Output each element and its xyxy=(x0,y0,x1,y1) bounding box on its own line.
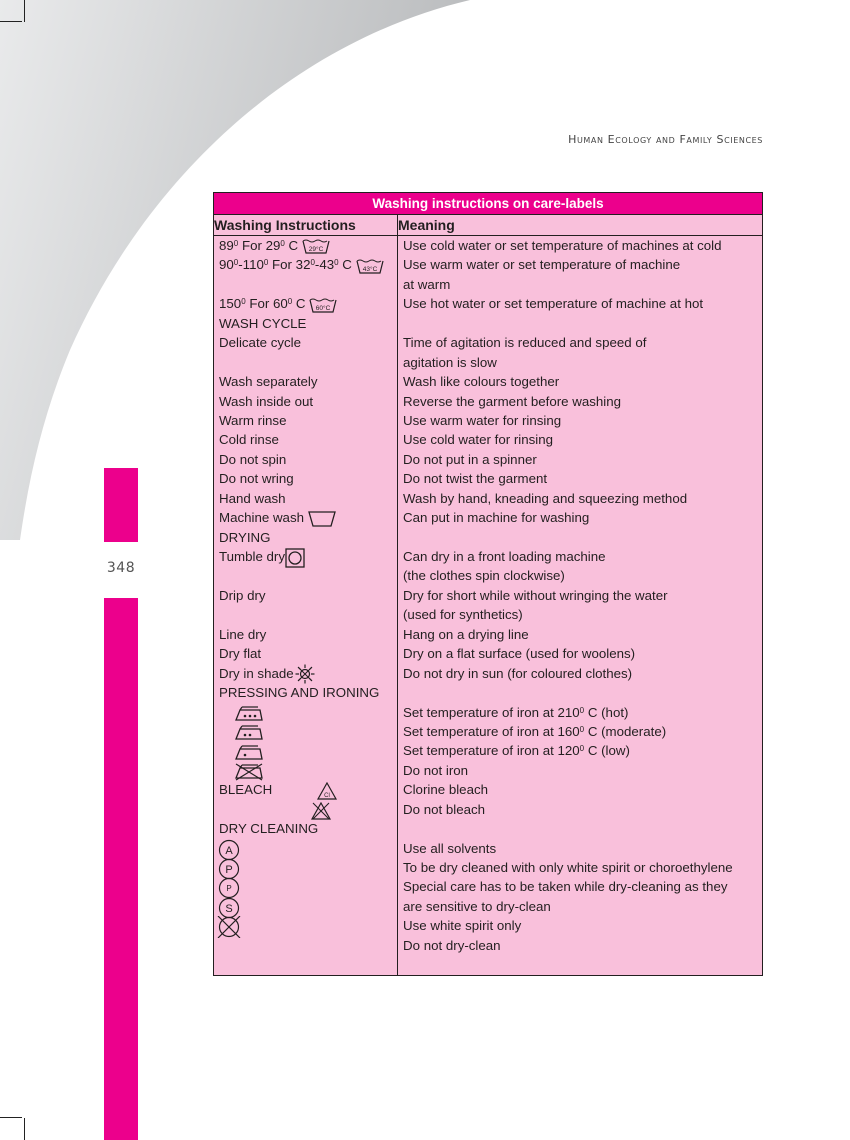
degree-superscript: 0 xyxy=(263,258,269,268)
meaning-line: Special care has to be taken while dry-cleaning as they xyxy=(403,879,728,895)
degree-superscript: 0 xyxy=(233,258,239,268)
instruction-text: For 60 xyxy=(245,296,288,312)
instruction-text: Dry in shade xyxy=(219,665,294,681)
do-not-dry-clean-icon xyxy=(217,916,241,938)
tub-60-icon xyxy=(309,295,337,314)
meaning-text: Set temperature of iron at 160 xyxy=(403,723,580,739)
instruction-text: For 29 xyxy=(238,238,281,253)
instructions-column xyxy=(214,236,398,976)
meaning-line: Use warm water for rinsing xyxy=(403,412,562,428)
page-number: 348 xyxy=(106,560,136,576)
instruction-text: 150 xyxy=(219,296,242,312)
instruction-line xyxy=(214,450,397,469)
instruction-line xyxy=(214,411,397,430)
tub-29-icon xyxy=(302,237,330,256)
crop-mark xyxy=(24,1118,25,1140)
tub-43-icon xyxy=(356,256,384,275)
instruction-line xyxy=(214,566,397,585)
meaning-text: Set temperature of iron at 210 xyxy=(403,704,580,720)
meaning-line: Hang on a drying line xyxy=(403,626,529,642)
instruction-line xyxy=(214,294,397,313)
do-not-iron-icon xyxy=(233,762,265,781)
instruction-text: Warm rinse xyxy=(219,412,287,428)
instruction-text: Cold rinse xyxy=(219,432,279,448)
degree-superscript: 0 xyxy=(280,239,285,248)
instruction-line xyxy=(214,333,397,352)
svg-text:60°C: 60°C xyxy=(315,304,331,312)
meaning-line: Use all solvents xyxy=(403,840,497,856)
crop-mark xyxy=(0,1117,22,1118)
meaning-line: agitation is slow xyxy=(403,354,497,370)
degree-superscript: 0 xyxy=(233,239,239,248)
meaning-line: (the clothes spin clockwise) xyxy=(403,568,565,584)
side-accent-bar-top xyxy=(104,468,138,542)
meaning-text: Set temperature of iron at 120 xyxy=(403,743,580,759)
meaning-text: C (moderate) xyxy=(584,723,667,739)
degree-superscript: 0 xyxy=(287,297,293,307)
crop-mark xyxy=(24,0,25,22)
column-header-instructions: Washing Instructions xyxy=(214,215,398,236)
instruction-line xyxy=(214,625,397,644)
instruction-text: Dry flat xyxy=(219,646,262,662)
meaning-line: Dry on a flat surface (used for woolens) xyxy=(403,646,636,662)
meaning-line: Reverse the garment before washing xyxy=(403,393,622,409)
meaning-line xyxy=(398,314,762,333)
meaning-line: To be dry cleaned with only white spirit or choroethylene xyxy=(403,860,733,875)
instruction-text: Machine wash xyxy=(219,510,308,526)
instruction-line xyxy=(214,819,397,838)
meaning-line: at warm xyxy=(403,276,451,292)
instruction-line xyxy=(214,469,397,488)
instruction-line xyxy=(214,800,397,819)
svg-text:S: S xyxy=(225,902,233,915)
meaning-line xyxy=(398,741,762,760)
instruction-text: Drip dry xyxy=(219,587,266,603)
instruction-text: Wash inside out xyxy=(219,393,314,409)
svg-text:29°C: 29°C xyxy=(308,246,324,254)
instruction-line xyxy=(214,528,397,547)
instruction-line xyxy=(214,741,397,760)
meaning-line: Use cold water or set temperature of machines at cold xyxy=(403,238,722,253)
tumble-dry-icon xyxy=(285,547,305,567)
svg-text:43°C: 43°C xyxy=(362,265,377,273)
instruction-line xyxy=(214,372,397,391)
svg-text:P: P xyxy=(225,864,233,876)
meaning-line: Use cold water for rinsing xyxy=(403,432,554,448)
svg-text:Cl: Cl xyxy=(324,793,331,800)
instruction-text: For 32 xyxy=(268,257,311,273)
meaning-line: Use hot water or set temperature of machine at hot xyxy=(403,296,704,312)
meaning-line: Can put in machine for washing xyxy=(403,510,590,526)
instruction-text: DRYING xyxy=(219,529,271,545)
meaning-line: Time of agitation is reduced and speed of xyxy=(403,335,647,351)
instruction-text: Tumble dry xyxy=(219,549,286,564)
meaning-line: Do not bleach xyxy=(403,801,486,817)
instruction-line xyxy=(214,858,397,877)
degree-superscript: 0 xyxy=(579,705,585,715)
degree-superscript: 0 xyxy=(579,744,585,754)
meaning-text: C (hot) xyxy=(584,704,629,720)
meaning-line: Do not iron xyxy=(403,762,469,778)
iron-hot-icon xyxy=(233,703,265,722)
instruction-text: Do not spin xyxy=(219,451,287,467)
instruction-text: DRY CLEANING xyxy=(219,821,319,837)
instruction-line xyxy=(214,722,397,741)
meaning-line: Dry for short while without wringing the water xyxy=(403,587,668,603)
side-accent-bar-bottom xyxy=(104,598,138,1140)
meaning-line: Wash like colours together xyxy=(403,374,560,390)
crop-mark xyxy=(0,21,22,22)
instruction-line xyxy=(214,644,397,663)
meaning-line xyxy=(398,722,762,741)
svg-text:A: A xyxy=(225,844,233,857)
svg-text:P: P xyxy=(226,884,232,894)
instruction-line xyxy=(214,897,397,916)
meaning-line: Can dry in a front loading machine xyxy=(403,549,606,564)
instruction-line xyxy=(214,275,397,294)
instruction-line xyxy=(214,489,397,508)
meaning-line: Wash by hand, kneading and squeezing method xyxy=(403,490,688,506)
instruction-text: PRESSING AND IRONING xyxy=(219,685,380,701)
do-not-bleach-icon xyxy=(310,800,332,819)
dry-in-shade-icon xyxy=(294,664,316,684)
meaning-line: Do not put in a spinner xyxy=(403,451,537,467)
degree-superscript: 0 xyxy=(241,297,246,307)
meaning-line: Do not dry in sun (for coloured clothes) xyxy=(403,665,633,681)
meaning-line: Do not dry-clean xyxy=(403,937,501,953)
degree-superscript: 0 xyxy=(334,258,339,268)
table-title: Washing instructions on care-labels xyxy=(214,193,763,215)
instruction-line xyxy=(214,839,397,858)
instruction-line xyxy=(214,236,397,255)
instruction-line xyxy=(214,605,397,624)
instruction-line xyxy=(214,761,397,780)
instruction-text: C xyxy=(338,257,356,273)
instruction-line xyxy=(214,314,397,333)
meaning-line xyxy=(398,528,762,547)
meaning-line xyxy=(398,683,762,702)
instruction-line xyxy=(214,916,397,935)
instruction-line xyxy=(214,780,397,799)
instruction-line xyxy=(214,703,397,722)
instruction-text: Do not wring xyxy=(219,471,294,487)
instruction-line xyxy=(214,430,397,449)
instruction-text: Hand wash xyxy=(219,490,286,506)
running-header: Human Ecology and Family Sciences xyxy=(568,133,763,146)
care-label-table xyxy=(213,192,763,976)
instruction-line xyxy=(214,547,397,566)
instruction-text: BLEACH xyxy=(219,782,273,798)
meaning-line: are sensitive to dry-clean xyxy=(403,898,551,914)
instruction-text: Wash separately xyxy=(219,374,318,390)
instruction-text: Line dry xyxy=(219,626,267,642)
instruction-text: C xyxy=(284,238,302,253)
meaning-line: Use warm water or set temperature of machine xyxy=(403,257,681,273)
instruction-line xyxy=(214,664,397,683)
instruction-line xyxy=(214,877,397,896)
instruction-text: -110 xyxy=(238,257,264,273)
instruction-text: C xyxy=(292,296,310,312)
degree-superscript: 0 xyxy=(310,258,315,268)
iron-moderate-icon xyxy=(233,723,265,742)
meaning-text: C (low) xyxy=(584,743,630,759)
instruction-line xyxy=(214,683,397,702)
meaning-line: (used for synthetics) xyxy=(403,607,523,623)
iron-low-icon xyxy=(233,742,265,761)
meaning-line: Use white spirit only xyxy=(403,918,522,934)
instruction-line xyxy=(214,508,397,527)
instruction-text: 89 xyxy=(219,238,234,253)
meaning-line: Do not twist the garment xyxy=(403,471,548,487)
instruction-line xyxy=(214,392,397,411)
chlorine-bleach-icon xyxy=(316,781,338,800)
instruction-line xyxy=(214,353,397,372)
instruction-text: Delicate cycle xyxy=(219,335,302,351)
instruction-line xyxy=(214,586,397,605)
degree-superscript: 0 xyxy=(579,724,585,734)
instruction-text: -43 xyxy=(314,257,335,273)
meaning-line xyxy=(398,703,762,722)
meaning-column xyxy=(398,236,763,976)
instruction-text: WASH CYCLE xyxy=(219,315,307,331)
instruction-line xyxy=(214,255,397,274)
meaning-line xyxy=(398,819,762,838)
column-header-meaning: Meaning xyxy=(398,215,763,236)
instruction-text: 90 xyxy=(219,257,234,273)
machine-wash-tub-icon xyxy=(308,509,336,528)
meaning-line: Clorine bleach xyxy=(403,782,489,798)
